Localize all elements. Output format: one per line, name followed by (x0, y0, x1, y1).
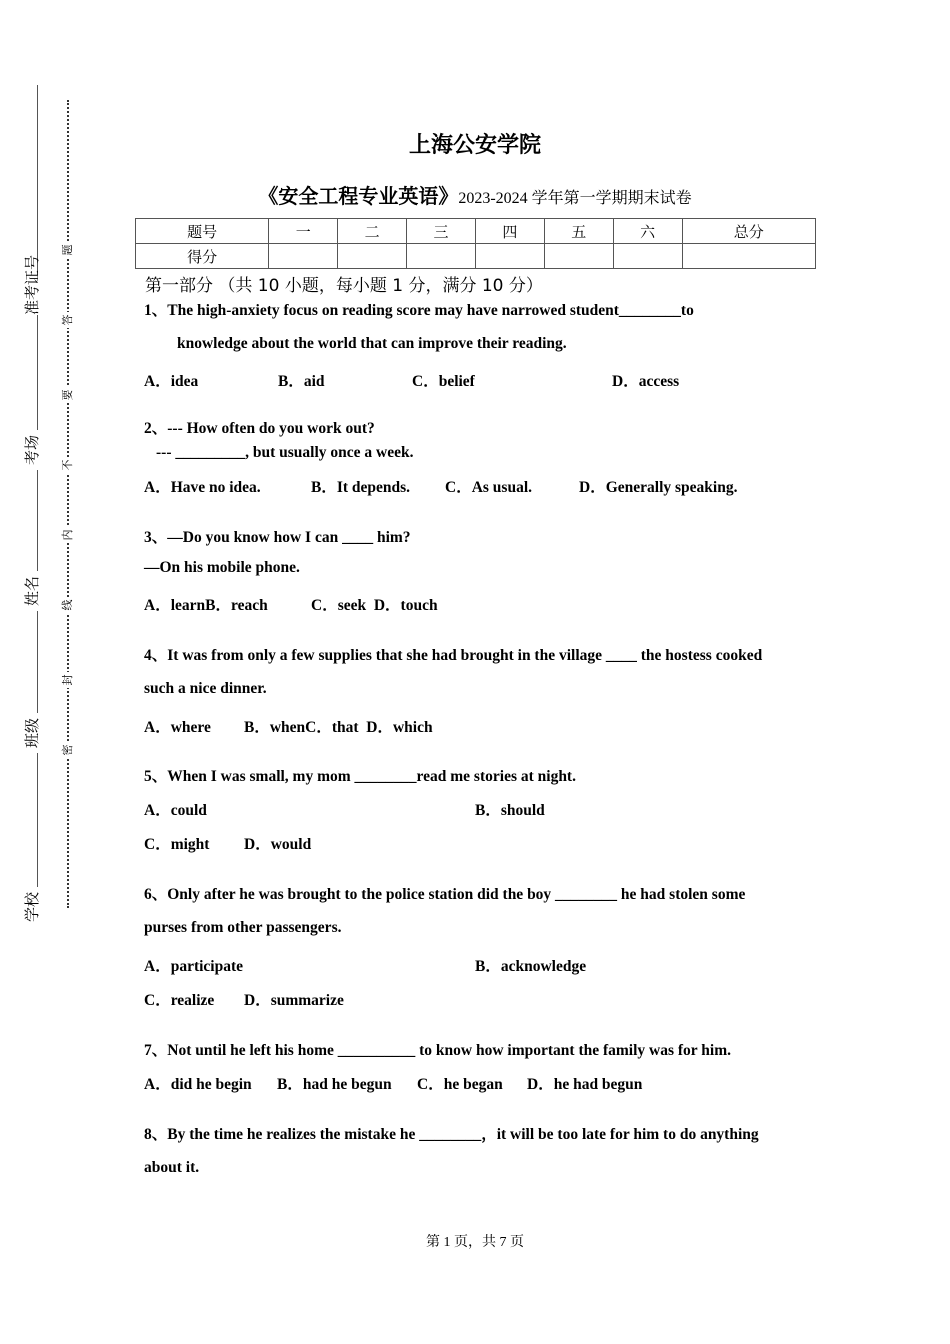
option: B．had he begun (277, 1076, 392, 1093)
option: A．could (144, 802, 207, 819)
seal-char: 题 (61, 242, 75, 258)
question-6-line-2: purses from other passengers. (144, 919, 342, 936)
score-row-label: 得分 (136, 244, 269, 269)
question-1-line-2: knowledge about the world that can improve their reading. (177, 335, 567, 352)
question-6-line-1: 6、Only after he was brought to the police station did the boy ________ he had stolen some (144, 886, 746, 903)
section-heading: 第一部分 （共 10 小题，每小题 1 分，满分 10 分） (145, 276, 543, 296)
option: A．did he begin (144, 1076, 252, 1093)
margin-label-exam-room: 考场 (23, 430, 41, 470)
page-footer: 第 1 页，共 7 页 (426, 1235, 524, 1250)
table-header-cell: 三 (407, 219, 476, 244)
option: A．participate (144, 958, 244, 975)
question-3-line-1: 3、—Do you know how I can ____ him? (144, 529, 411, 546)
option: A．idea (144, 373, 199, 390)
option: D．Generally speaking. (579, 479, 738, 496)
question-5-line-1: 5、When I was small, my mom ________read me stories at night. (144, 768, 576, 785)
option: C．seek D．touch (311, 597, 438, 614)
option: D．would (244, 836, 312, 853)
question-3-line-2: —On his mobile phone. (144, 559, 300, 576)
question-7-line-1: 7、Not until he left his home __________ to know how important the family was for him. (144, 1042, 731, 1059)
margin-label-class: 班级 (23, 713, 41, 753)
table-header-cell: 五 (544, 219, 613, 244)
option: B．acknowledge (475, 958, 587, 975)
seal-char: 要 (61, 387, 75, 403)
seal-dotted-line (67, 100, 69, 908)
score-cell[interactable] (475, 244, 544, 269)
question-4-line-2: such a nice dinner. (144, 680, 267, 697)
option: A．where (144, 719, 211, 736)
margin-label-name: 姓名 (23, 571, 41, 611)
score-table (135, 218, 816, 269)
score-cell[interactable] (613, 244, 682, 269)
binding-line (37, 85, 38, 925)
option: C．he began (417, 1076, 503, 1093)
question-4-line-1: 4、It was from only a few supplies that she had brought in the village ____ the hostess cooked (144, 647, 763, 664)
table-header-cell: 二 (338, 219, 407, 244)
option: A．learnB．reach (144, 597, 268, 614)
score-cell[interactable] (407, 244, 476, 269)
margin-label-exam-number: 准考证号 (23, 254, 41, 315)
exam-subtitle (0, 180, 950, 209)
option: D．he had begun (527, 1076, 643, 1093)
seal-char: 线 (61, 597, 75, 613)
option: C．belief (412, 373, 475, 390)
table-header-cell: 题号 (136, 219, 269, 244)
question-8-line-1: 8、By the time he realizes the mistake he ________，it will be too late for him to do anything (144, 1126, 759, 1143)
question-1-line-1: 1、The high-anxiety focus on reading score may have narrowed student________to (144, 302, 694, 319)
seal-char: 不 (61, 457, 75, 473)
seal-char: 内 (61, 527, 75, 543)
option: D．summarize (244, 992, 344, 1009)
seal-char: 答 (61, 312, 75, 328)
question-2-line-1: 2、--- How often do you work out? (144, 420, 375, 437)
score-cell[interactable] (269, 244, 338, 269)
seal-char: 密 (61, 742, 75, 758)
option: C．realize (144, 992, 215, 1009)
option: C．As usual. (445, 479, 532, 496)
option: B．should (475, 802, 545, 819)
question-2-line-2: --- _________, but usually once a week. (156, 444, 414, 461)
school-title: 上海公安学院 (408, 133, 541, 158)
option: B．aid (278, 373, 325, 390)
table-header-cell: 总分 (682, 219, 815, 244)
table-header-cell: 六 (613, 219, 682, 244)
score-cell[interactable] (544, 244, 613, 269)
term-title: 2023-2024 学年第一学期期末试卷 (458, 190, 692, 207)
margin-label-school: 学校 (23, 887, 41, 927)
table-header-cell: 一 (269, 219, 338, 244)
option: D．access (612, 373, 680, 390)
option: B．whenC．that D．which (244, 719, 433, 736)
option: B．It depends. (311, 479, 411, 496)
question-8-line-2: about it. (144, 1159, 200, 1176)
course-title: 《安全工程专业英语》 (258, 184, 459, 208)
table-header-cell: 四 (475, 219, 544, 244)
seal-char: 封 (61, 672, 75, 688)
option: C．might (144, 836, 210, 853)
score-cell[interactable] (682, 244, 815, 269)
option: A．Have no idea. (144, 479, 261, 496)
score-cell[interactable] (338, 244, 407, 269)
